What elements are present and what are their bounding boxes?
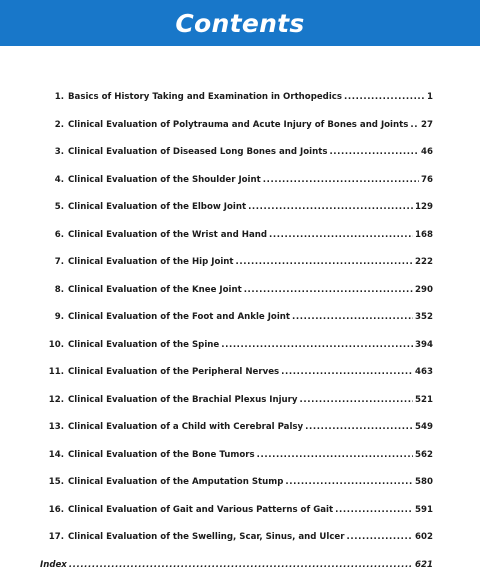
toc-entry-number: 2. (54, 119, 64, 130)
toc-entry-page: 580 (415, 477, 433, 487)
toc-entry-page: 521 (415, 394, 433, 405)
toc-entry[interactable] (40, 92, 433, 120)
toc-entry-page: 562 (415, 449, 433, 460)
toc-entry[interactable] (40, 505, 433, 533)
toc-entry[interactable] (40, 477, 433, 505)
toc-entry-number: 17. (48, 532, 64, 542)
toc-entry[interactable] (40, 230, 433, 258)
toc-entry[interactable] (40, 312, 433, 340)
toc-leader-dots (69, 560, 413, 570)
toc-entry-number: 4. (54, 174, 64, 185)
toc-leader-dots (269, 230, 413, 240)
toc-entry-number: 7. (54, 257, 64, 267)
toc-entry[interactable] (40, 120, 433, 148)
toc-entry[interactable] (40, 422, 433, 450)
toc-entry-title: Clinical Evaluation of the Shoulder Joint (68, 174, 261, 185)
toc-entry-page: 27 (421, 119, 433, 130)
toc-entry-number: 13. (48, 422, 64, 432)
toc-entry-title: Clinical Evaluation of Polytrauma and Acute Injury of Bones and Joints (68, 119, 409, 130)
toc-entry-number: 5. (54, 202, 64, 212)
toc-entry-number: 1. (54, 92, 64, 102)
toc-entry-title: Clinical Evaluation of the Bone Tumors (68, 449, 255, 460)
header-bar (0, 0, 480, 46)
toc-entry-index[interactable] (40, 560, 433, 570)
toc-leader-dots (244, 285, 413, 295)
toc-leader-dots (281, 367, 413, 377)
toc-entry-page: 549 (415, 422, 433, 432)
toc-entry-title: Clinical Evaluation of the Wrist and Hand (68, 229, 268, 240)
toc-entry-page: 352 (415, 312, 433, 322)
toc-entry-number: 6. (54, 229, 64, 240)
toc-leader-dots (300, 395, 414, 405)
toc-entry-number: 14. (48, 449, 64, 460)
toc-entry[interactable] (40, 367, 433, 395)
toc-entry-title: Clinical Evaluation of the Swelling, Scar, Sinus, and Ulcer (68, 532, 345, 542)
toc-entry-title: Clinical Evaluation of Diseased Long Bones and Joints (68, 147, 328, 157)
toc-leader-dots (285, 477, 413, 487)
toc-entry-page: 129 (415, 202, 433, 212)
toc-entry-page: 46 (421, 147, 433, 157)
toc-entry-title: Clinical Evaluation of the Spine (68, 339, 220, 350)
toc-entry-title: Basics of History Taking and Examination in Orthopedics (68, 92, 342, 102)
toc-leader-dots (292, 312, 413, 322)
toc-entry-title: Index (40, 560, 67, 570)
toc-entry-title: Clinical Evaluation of the Knee Joint (68, 284, 242, 295)
toc-entry[interactable] (40, 257, 433, 285)
toc-leader-dots (248, 202, 413, 212)
toc-entry-number: 11. (48, 367, 64, 377)
toc-leader-dots (335, 505, 413, 515)
toc-entry-title: Clinical Evaluation of a Child with Cerebral Palsy (68, 422, 304, 432)
toc-leader-dots (347, 532, 414, 542)
toc-leader-dots (305, 422, 413, 432)
toc-leader-dots (410, 120, 419, 130)
toc-entry[interactable] (40, 175, 433, 203)
toc-entry-page: 222 (415, 257, 433, 267)
toc-entry[interactable] (40, 395, 433, 423)
toc-entry-number: 16. (48, 504, 64, 515)
toc-entry-page: 394 (415, 339, 433, 350)
toc-entry[interactable] (40, 285, 433, 313)
toc-entry[interactable] (40, 147, 433, 175)
toc-entry-title: Clinical Evaluation of the Peripheral Nerves (68, 367, 280, 377)
toc-leader-dots (344, 92, 425, 102)
toc-entry-number: 10. (48, 339, 64, 350)
toc-entry-title: Clinical Evaluation of the Hip Joint (68, 257, 234, 267)
toc-entry-title: Clinical Evaluation of Gait and Various Patterns of Gait (68, 504, 334, 515)
toc-entry-number: 9. (54, 312, 64, 322)
toc-entry-number: 12. (48, 394, 64, 405)
toc-entry-title: Clinical Evaluation of the Elbow Joint (68, 202, 247, 212)
toc-entry-page: 290 (415, 284, 433, 295)
toc-entry-number: 15. (48, 477, 64, 487)
toc-entry-title: Clinical Evaluation of the Brachial Plexus Injury (68, 394, 298, 405)
toc-entry[interactable] (40, 202, 433, 230)
toc-entry-page: 168 (415, 229, 433, 240)
toc-entry-number: 8. (54, 284, 64, 295)
toc-entry-page: 1 (427, 92, 433, 102)
toc-entry-number: 3. (54, 147, 64, 157)
toc-entry-page: 463 (415, 367, 433, 377)
toc-leader-dots (329, 147, 419, 157)
page-title: Contents (175, 8, 305, 38)
toc-entry-title: Clinical Evaluation of the Amputation Stump (68, 477, 284, 487)
toc-entry-page: 591 (415, 504, 433, 515)
toc-entry[interactable] (40, 532, 433, 560)
toc-entry-page: 621 (415, 560, 433, 570)
toc-entry-page: 602 (415, 532, 433, 542)
toc-leader-dots (221, 340, 413, 350)
toc-leader-dots (236, 257, 414, 267)
toc-entry[interactable] (40, 450, 433, 478)
table-of-contents (40, 92, 433, 560)
toc-entry-page: 76 (421, 174, 433, 185)
toc-leader-dots (257, 450, 413, 460)
toc-entry-title: Clinical Evaluation of the Foot and Ankle Joint (68, 312, 290, 322)
toc-leader-dots (263, 175, 419, 185)
toc-entry[interactable] (40, 340, 433, 368)
